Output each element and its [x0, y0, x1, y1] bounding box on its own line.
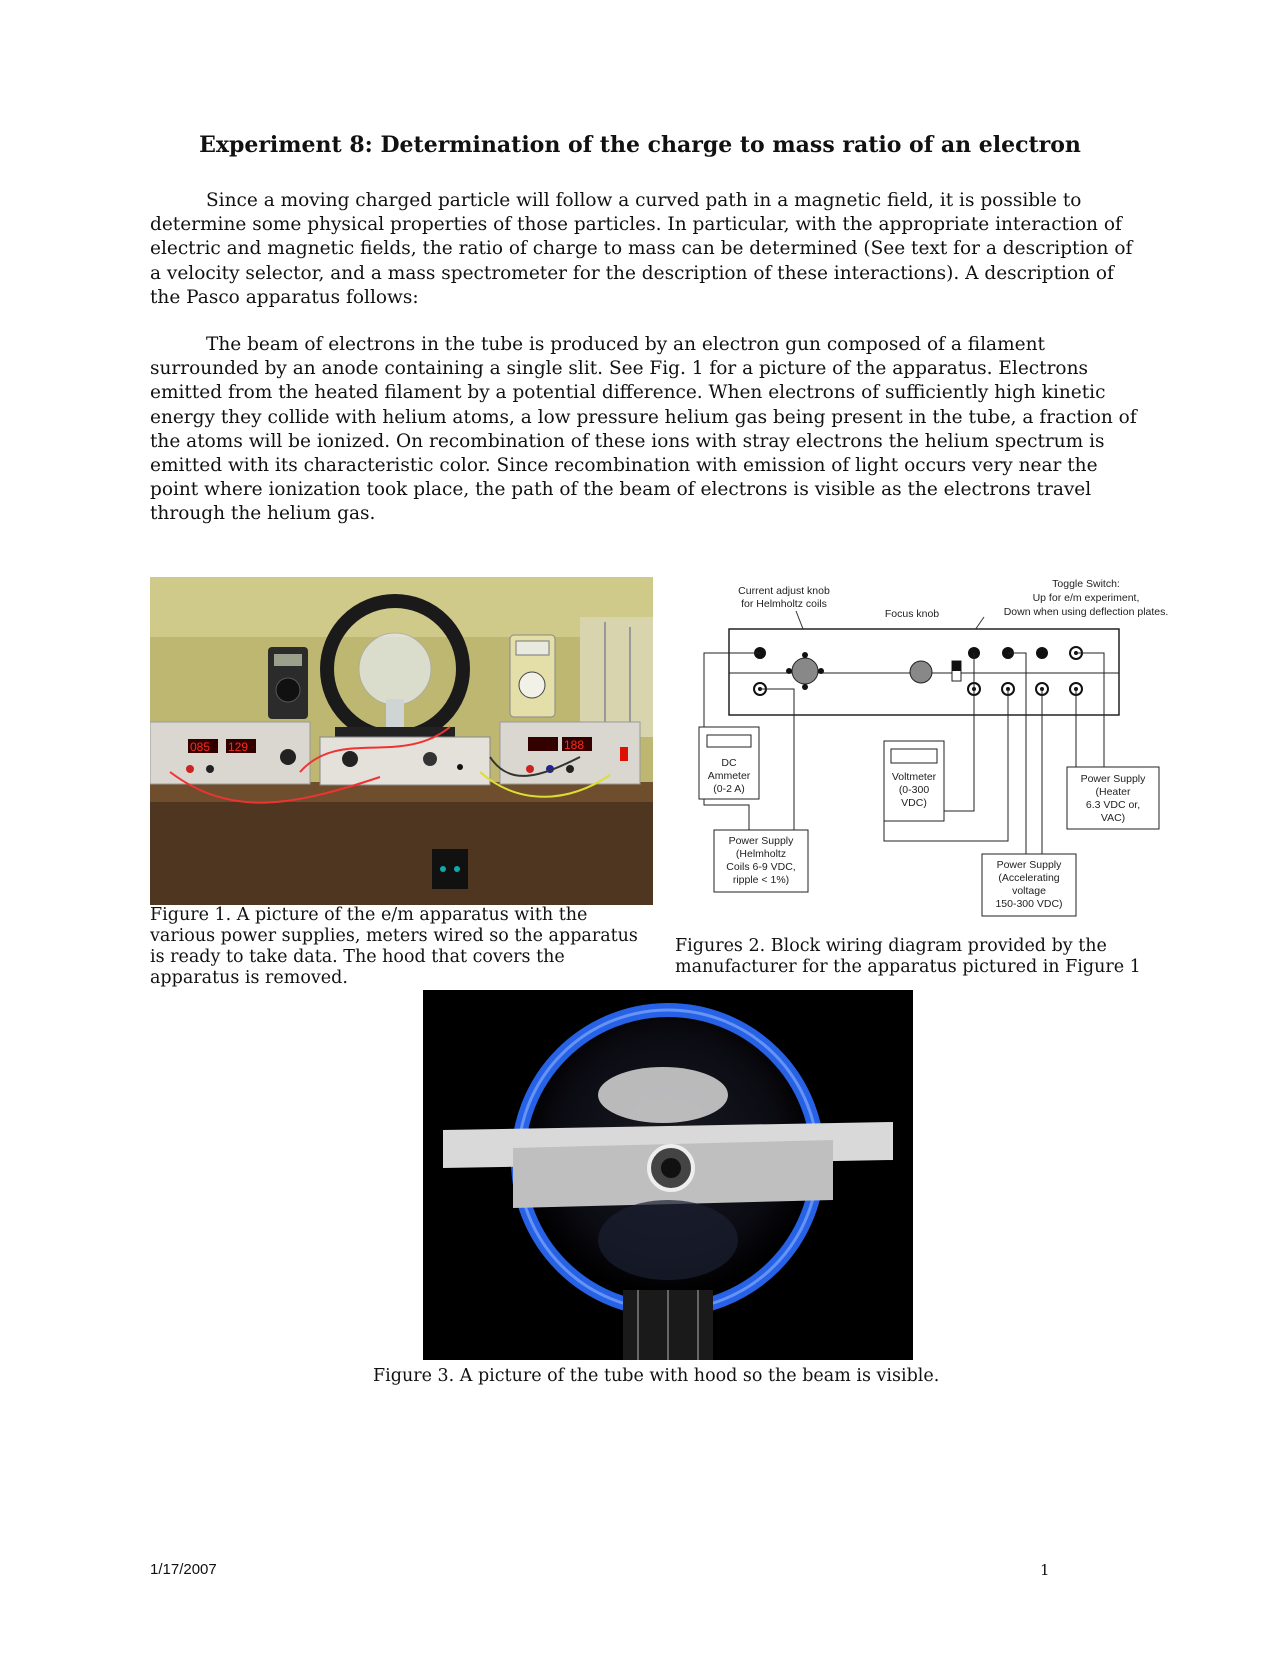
footer-date: 1/17/2007	[150, 1561, 217, 1578]
figure-2-caption: Figures 2. Block wiring diagram provided by the manufacturer for the apparatus pictured in Figure 1	[675, 936, 1141, 977]
label-helmholtz-2: (Helmholtz	[735, 848, 787, 860]
label-heater-3: 6.3 VDC or,	[1085, 799, 1141, 811]
intro-paragraph: Since a moving charged particle will follow a curved path in a magnetic field, it is possible to determine some physical properties of those particles. In particular, with the appropriate interaction of electric and magnetic fields, the ratio of charge to mass can be determined (See text for a description of a velocity selector, and a mass spectrometer for the description of these interactions). A description of the Pasco apparatus follows:	[150, 190, 1133, 308]
label-accelerating-2: (Accelerating	[998, 872, 1060, 884]
label-ammeter: DC	[721, 757, 737, 769]
figure-2-wiring-diagram	[674, 577, 1174, 929]
label-voltmeter: Voltmeter	[891, 771, 937, 783]
label-toggle: Toggle Switch:	[1052, 578, 1120, 590]
figure-1-caption: Figure 1. A picture of the e/m apparatus with the various power supplies, meters wired so the apparatus is ready to take data. The hood that covers the apparatus is removed.	[150, 905, 638, 988]
label-focus-knob: Focus knob	[884, 608, 940, 620]
label-toggle-3: Down when using deflection plates.	[1003, 606, 1169, 618]
label-helmholtz-4: ripple < 1%)	[732, 874, 790, 886]
apparatus-illustration	[150, 577, 653, 905]
figure-3-photo	[423, 990, 913, 1360]
left-display-1: 085	[190, 740, 211, 754]
label-current-knob: Current adjust knob	[738, 585, 830, 597]
label-helmholtz: Power Supply	[728, 835, 794, 847]
label-heater-4: VAC)	[1100, 812, 1126, 824]
label-accelerating-3: voltage	[1012, 885, 1046, 897]
figure-3-caption: Figure 3. A picture of the tube with hood so the beam is visible.	[373, 1366, 940, 1386]
beam-tube-illustration	[423, 990, 913, 1360]
label-ammeter-2: Ammeter	[707, 770, 751, 782]
label-voltmeter-2: (0-300	[898, 784, 930, 796]
left-display-2: 129	[228, 740, 249, 754]
page-number: 1	[1040, 1561, 1050, 1579]
label-accelerating: Power Supply	[996, 859, 1062, 871]
label-helmholtz-3: Coils 6-9 VDC,	[726, 861, 796, 873]
page-title: Experiment 8: Determination of the charge to mass ratio of an electron	[199, 132, 1081, 158]
label-current-knob-2: for Helmholtz coils	[741, 598, 827, 610]
right-display: 188	[564, 738, 585, 752]
electron-gun-paragraph: The beam of electrons in the tube is produced by an electron gun composed of a filament surrounded by an anode containing a single slit. See Fig. 1 for a picture of the apparatus. Electrons emitted from the heated filament by a potential difference. When electrons of sufficiently high kinetic energy they collide with helium atoms, a low pressure helium gas being present in the tube, a fraction of the atoms will be ionized. On recombination of these ions with stray electrons the helium spectrum is emitted with its characteristic color. Since recombination with emission of light occurs very near the point where ionization took place, the path of the beam of electrons is visible as the electrons travel through the helium gas.	[150, 334, 1137, 525]
label-heater-2: (Heater	[1095, 786, 1131, 798]
label-voltmeter-3: VDC)	[901, 797, 927, 809]
label-heater: Power Supply	[1080, 773, 1146, 785]
label-ammeter-3: (0-2 A)	[713, 783, 745, 795]
label-accelerating-4: 150-300 VDC)	[995, 898, 1063, 910]
figure-1-photo	[150, 577, 653, 905]
label-toggle-2: Up for e/m experiment,	[1032, 592, 1140, 604]
